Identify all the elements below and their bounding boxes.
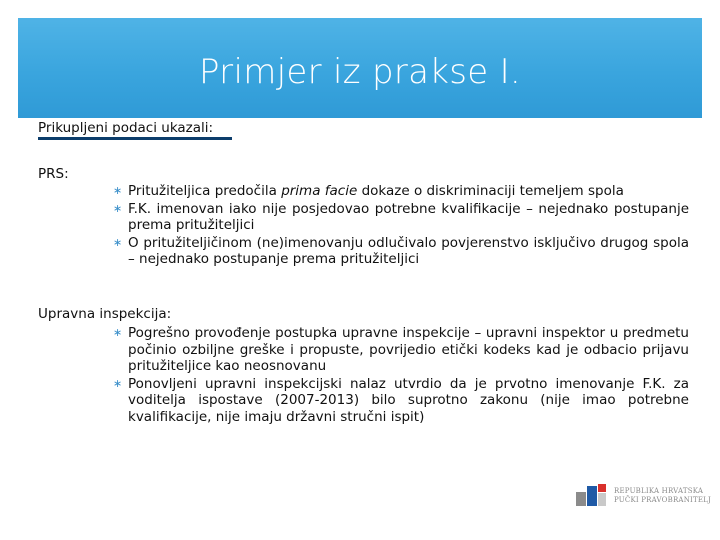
logo-mark-icon [576,484,608,508]
section-list-prs [113,183,689,269]
list-item: ∗ Pritužiteljica predočila prima facie dokaze o diskriminaciji temeljem spola [113,183,624,199]
list-item: ∗ O pritužiteljičinom (ne)imenovanju odlučivalo povjerenstvo isključivo drugog spola – nejednako postupanje prema pritužiteljici [113,234,689,267]
slide-title: Primjer iz prakse I. [198,52,522,92]
asterisk-bullet-icon: ∗ [113,326,123,339]
list-item: ∗ Ponovljeni upravni inspekcijski nalaz utvrdio da je prvotno imenovanje F.K. za voditelja ispostave (2007-2013) bilo suprotno zakonu (nije imao potrebne kvalifikacije, nije imaju državni stručni ispit) [113,375,689,425]
slide-subtitle: Prikupljeni podaci ukazali: [38,120,214,136]
asterisk-bullet-icon: ∗ [113,184,123,197]
asterisk-bullet-icon: ∗ [113,376,123,390]
subtitle-underline [38,137,232,140]
section-label-prs: PRS: [38,166,69,182]
asterisk-bullet-icon: ∗ [113,201,123,215]
ombudsman-logo [576,482,712,510]
list-item: ∗ F.K. imenovan iako nije posjedovao potrebne kvalifikacije – nejednako postupanje prema pritužiteljici [113,200,689,233]
asterisk-bullet-icon: ∗ [113,235,123,249]
logo-text: REPUBLIKA HRVATSKA PUČKI PRAVOBRANITELJ [614,487,712,504]
section-list-upravna-inspekcija [113,325,689,426]
list-item: ∗ Pogrešno provođenje postupka upravne inspekcije – upravni inspektor u predmetu počinio ozbiljne greške i propuste, povrijedio etički kodeks kad je odbacio prijavu pritužiteljice kao neosnovanu [113,325,689,374]
section-label-upravna-inspekcija: Upravna inspekcija: [38,306,172,322]
